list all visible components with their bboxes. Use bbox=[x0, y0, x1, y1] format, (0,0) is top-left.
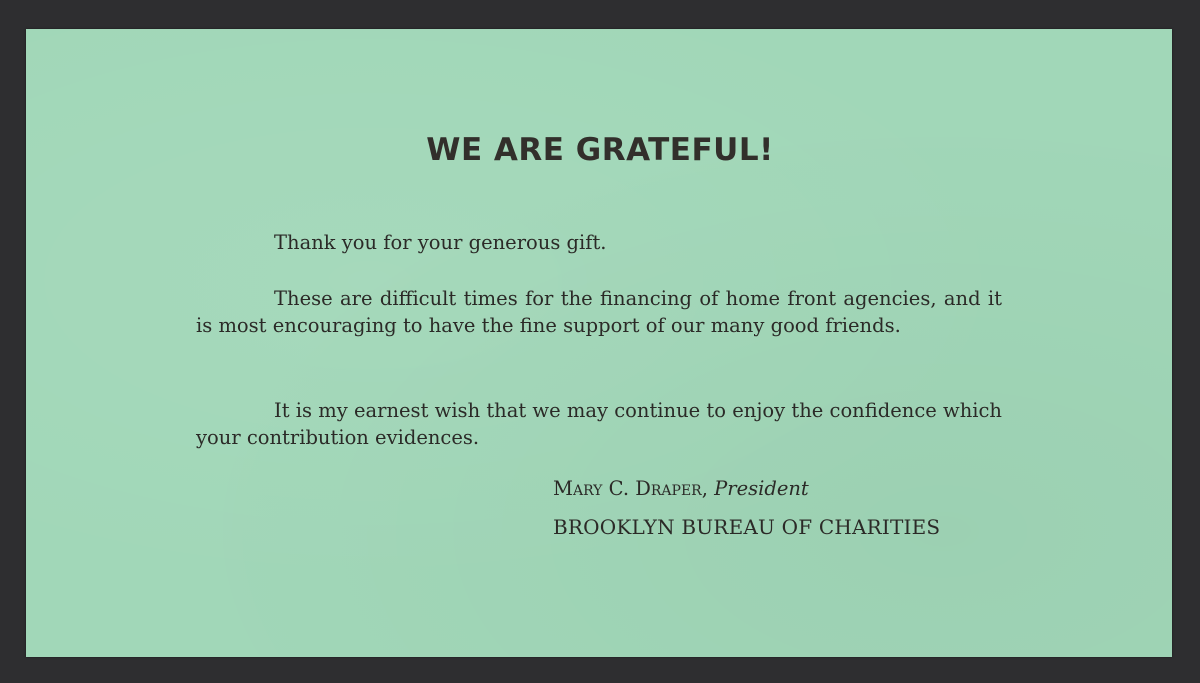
signature-name: Mary C. Draper, bbox=[553, 477, 708, 500]
signature-organization: BROOKLYN BUREAU OF CHARITIES bbox=[553, 515, 941, 539]
signature-line bbox=[553, 477, 809, 500]
paragraph-thanks: Thank you for your generous gift. bbox=[274, 231, 607, 254]
paragraph-difficult-times: These are difficult times for the financing of home front agencies, and it is most encouraging to have the fine support of our many good friends. bbox=[196, 287, 1002, 337]
signature-title: President bbox=[714, 477, 809, 500]
card-title: WE ARE GRATEFUL! bbox=[426, 132, 774, 168]
thank-you-card bbox=[26, 29, 1172, 657]
paragraph-earnest-wish: It is my earnest wish that we may continue to enjoy the confidence which your contribution evidences. bbox=[196, 399, 1002, 449]
